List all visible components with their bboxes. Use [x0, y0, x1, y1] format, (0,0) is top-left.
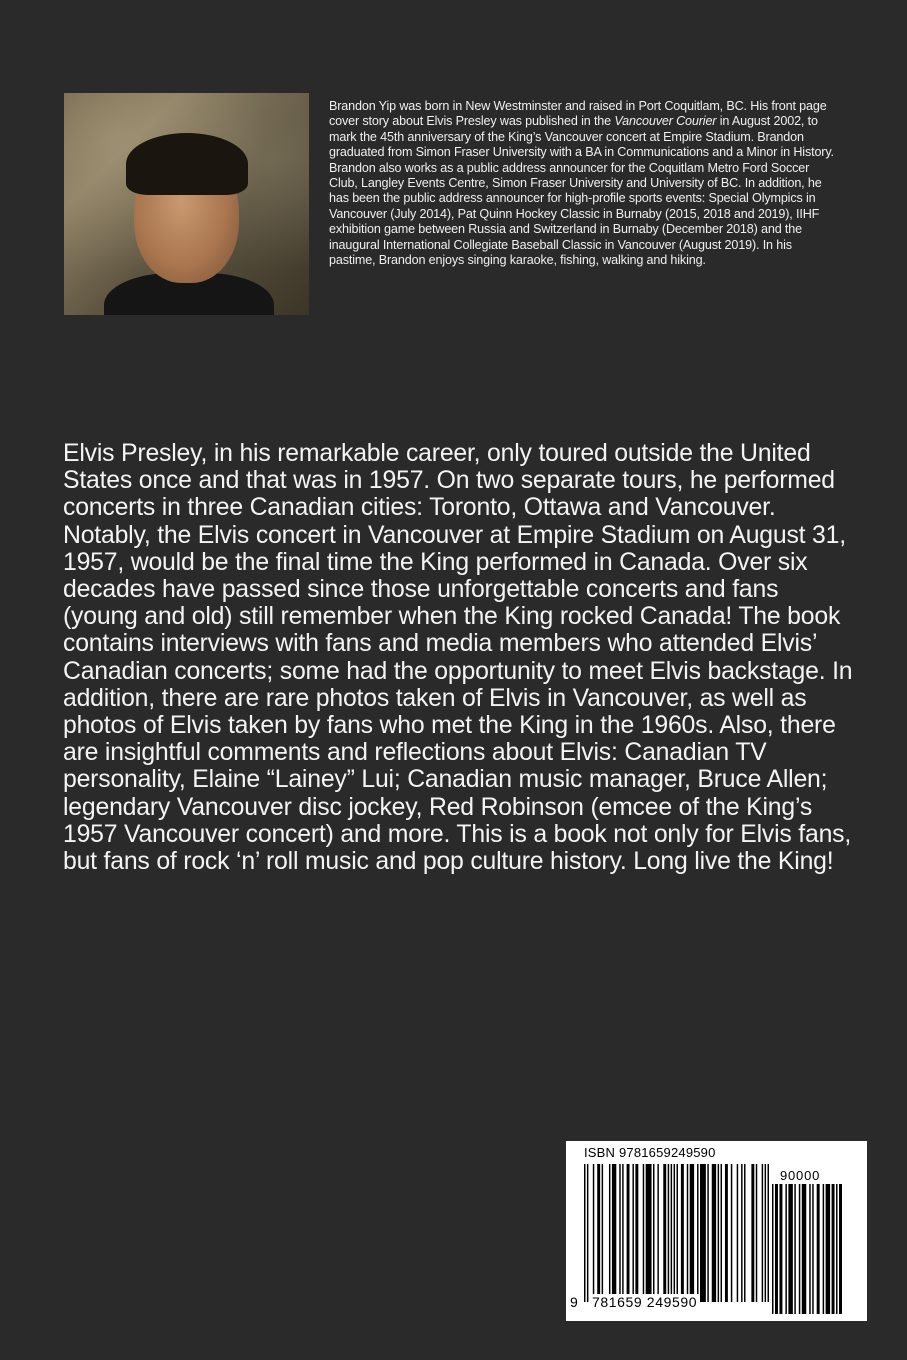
barcode-bar: [839, 1184, 842, 1314]
barcode-bar: [718, 1164, 719, 1302]
isbn-label: ISBN 9781659249590: [584, 1145, 716, 1160]
barcode-bar: [668, 1164, 669, 1302]
barcode-bar: [809, 1184, 810, 1314]
barcode-bar: [741, 1164, 742, 1302]
photo-hair: [126, 133, 248, 195]
author-photo: [64, 93, 309, 315]
barcode-bar: [690, 1164, 694, 1302]
author-bio: [329, 99, 834, 268]
barcode-bar: [721, 1164, 722, 1302]
barcode-bar: [584, 1164, 585, 1302]
barcode-bar: [646, 1164, 652, 1302]
author-bio-publication: Vancouver Courier: [614, 114, 717, 129]
barcode-bar: [612, 1164, 616, 1302]
barcode-bar: [751, 1164, 754, 1302]
barcode-bar: [788, 1184, 792, 1314]
barcode-bar: [775, 1184, 778, 1314]
barcode-bar: [677, 1164, 678, 1302]
barcode-bar: [671, 1164, 672, 1302]
isbn-barcode: [566, 1141, 867, 1321]
barcode-bar: [762, 1164, 763, 1302]
barcode-bar: [744, 1164, 745, 1302]
barcode-bar: [643, 1164, 644, 1302]
barcode-bar: [799, 1184, 800, 1314]
barcode-bar: [653, 1164, 654, 1302]
barcode-bar: [674, 1164, 675, 1302]
barcode-bar: [772, 1184, 773, 1314]
barcode-bar: [765, 1164, 766, 1302]
book-blurb: Elvis Presley, in his remarkable career, only toured outside the United States once and that was in 1957. On two separate tours, he performed concerts in three Canadian cities: Toronto, Ottawa and Vancouver. Notably, the Elvis concert in Vancouver at Empire Stadium on August 31, 1957, would be the final time the King performed in Canada. Over six decades have passed since those unforgettable concerts and fans (young and old) still remember when the King rocked Canada! The book contains interviews with fans and media members who attended Elvis’ Canadian concerts; some had the opportunity to meet Elvis backstage. In addition, there are rare photos taken of Elvis in Vancouver, as well as photos of Elvis taken by fans who met the King in the 1960s. Also, there are insightful comments and reflections about Elvis: Canadian TV personality, Elaine “Lainey” Lui; Canadian music manager, Bruce Allen; legendary Vancouver disc jockey, Red Robinson (emcee of the King’s 1957 Vancouver concert) and more. This is a book not only for Elvis fans, but fans of rock ‘n’ roll music and pop culture history. Long live the King!: [63, 440, 853, 876]
barcode-bar: [802, 1184, 806, 1314]
barcode-bar: [768, 1164, 769, 1302]
ean-barcode-bars: [584, 1164, 769, 1302]
barcode-bar: [697, 1164, 698, 1302]
barcode-bar: [832, 1184, 835, 1314]
barcode-bar: [785, 1184, 786, 1314]
barcode-bar: [826, 1184, 830, 1314]
ean-first-digit: 9: [570, 1294, 578, 1310]
ean-digits: 781659 249590: [592, 1294, 698, 1310]
barcode-bar: [657, 1164, 658, 1302]
barcode-bar: [836, 1184, 837, 1314]
barcode-bar: [756, 1164, 757, 1302]
barcode-bar: [794, 1184, 795, 1314]
price-addon-digits: 90000: [780, 1168, 821, 1183]
addon-barcode-bars: [772, 1184, 842, 1314]
barcode-bar: [725, 1164, 728, 1302]
barcode-bar: [602, 1164, 603, 1302]
barcode-bar: [700, 1164, 706, 1302]
barcode-bar: [812, 1184, 813, 1314]
author-bio-part1: Brandon Yip was born in New Westminster and raised in Port Coquitlam, BC. His front page cover story about Elvis Presley was published in the: [329, 99, 827, 129]
author-bio-part2: in August 2002, to mark the 45th anniversary of the King’s Vancouver concert at Empire Stadium. Brandon graduated from Simon Fraser University with a BA in Communications and a Minor in History. Brandon also works as a public address announcer for the Coquitlam Metro Ford Soccer Club, Langley Events Centre, Simon Fraser University and University of BC. In addition, he has been the public address announcer for high-profile sports events: Special Olympics in Vancouver (July 2014), Pat Quinn Hockey Classic in Burnaby (2015, 2018 and 2019), IIHF exhibition game between Russia and Switzerland in Burnaby (December 2018) and the inaugural International Collegiate Baseball Classic in Vancouver (August 2019). In his pastime, Brandon enjoys singing karaoke, fishing, walking and hiking.: [329, 114, 834, 268]
barcode-bar: [712, 1164, 716, 1302]
barcode-bar: [707, 1164, 708, 1302]
barcode-bar: [737, 1164, 738, 1302]
barcode-bar: [687, 1164, 688, 1302]
barcode-bar: [627, 1164, 630, 1302]
barcode-bar: [663, 1164, 666, 1302]
barcode-bar: [635, 1164, 638, 1302]
barcode-bar: [593, 1164, 594, 1302]
barcode-bar: [587, 1164, 588, 1302]
barcode-bar: [823, 1184, 824, 1314]
barcode-bar: [817, 1184, 820, 1314]
barcode-bar: [779, 1184, 782, 1314]
barcode-bar: [632, 1164, 633, 1302]
barcode-bar: [622, 1164, 623, 1302]
barcode-bar: [681, 1164, 684, 1302]
barcode-bar: [609, 1164, 610, 1302]
barcode-bar: [597, 1164, 600, 1302]
barcode-bar: [619, 1164, 620, 1302]
barcode-bar: [731, 1164, 732, 1302]
